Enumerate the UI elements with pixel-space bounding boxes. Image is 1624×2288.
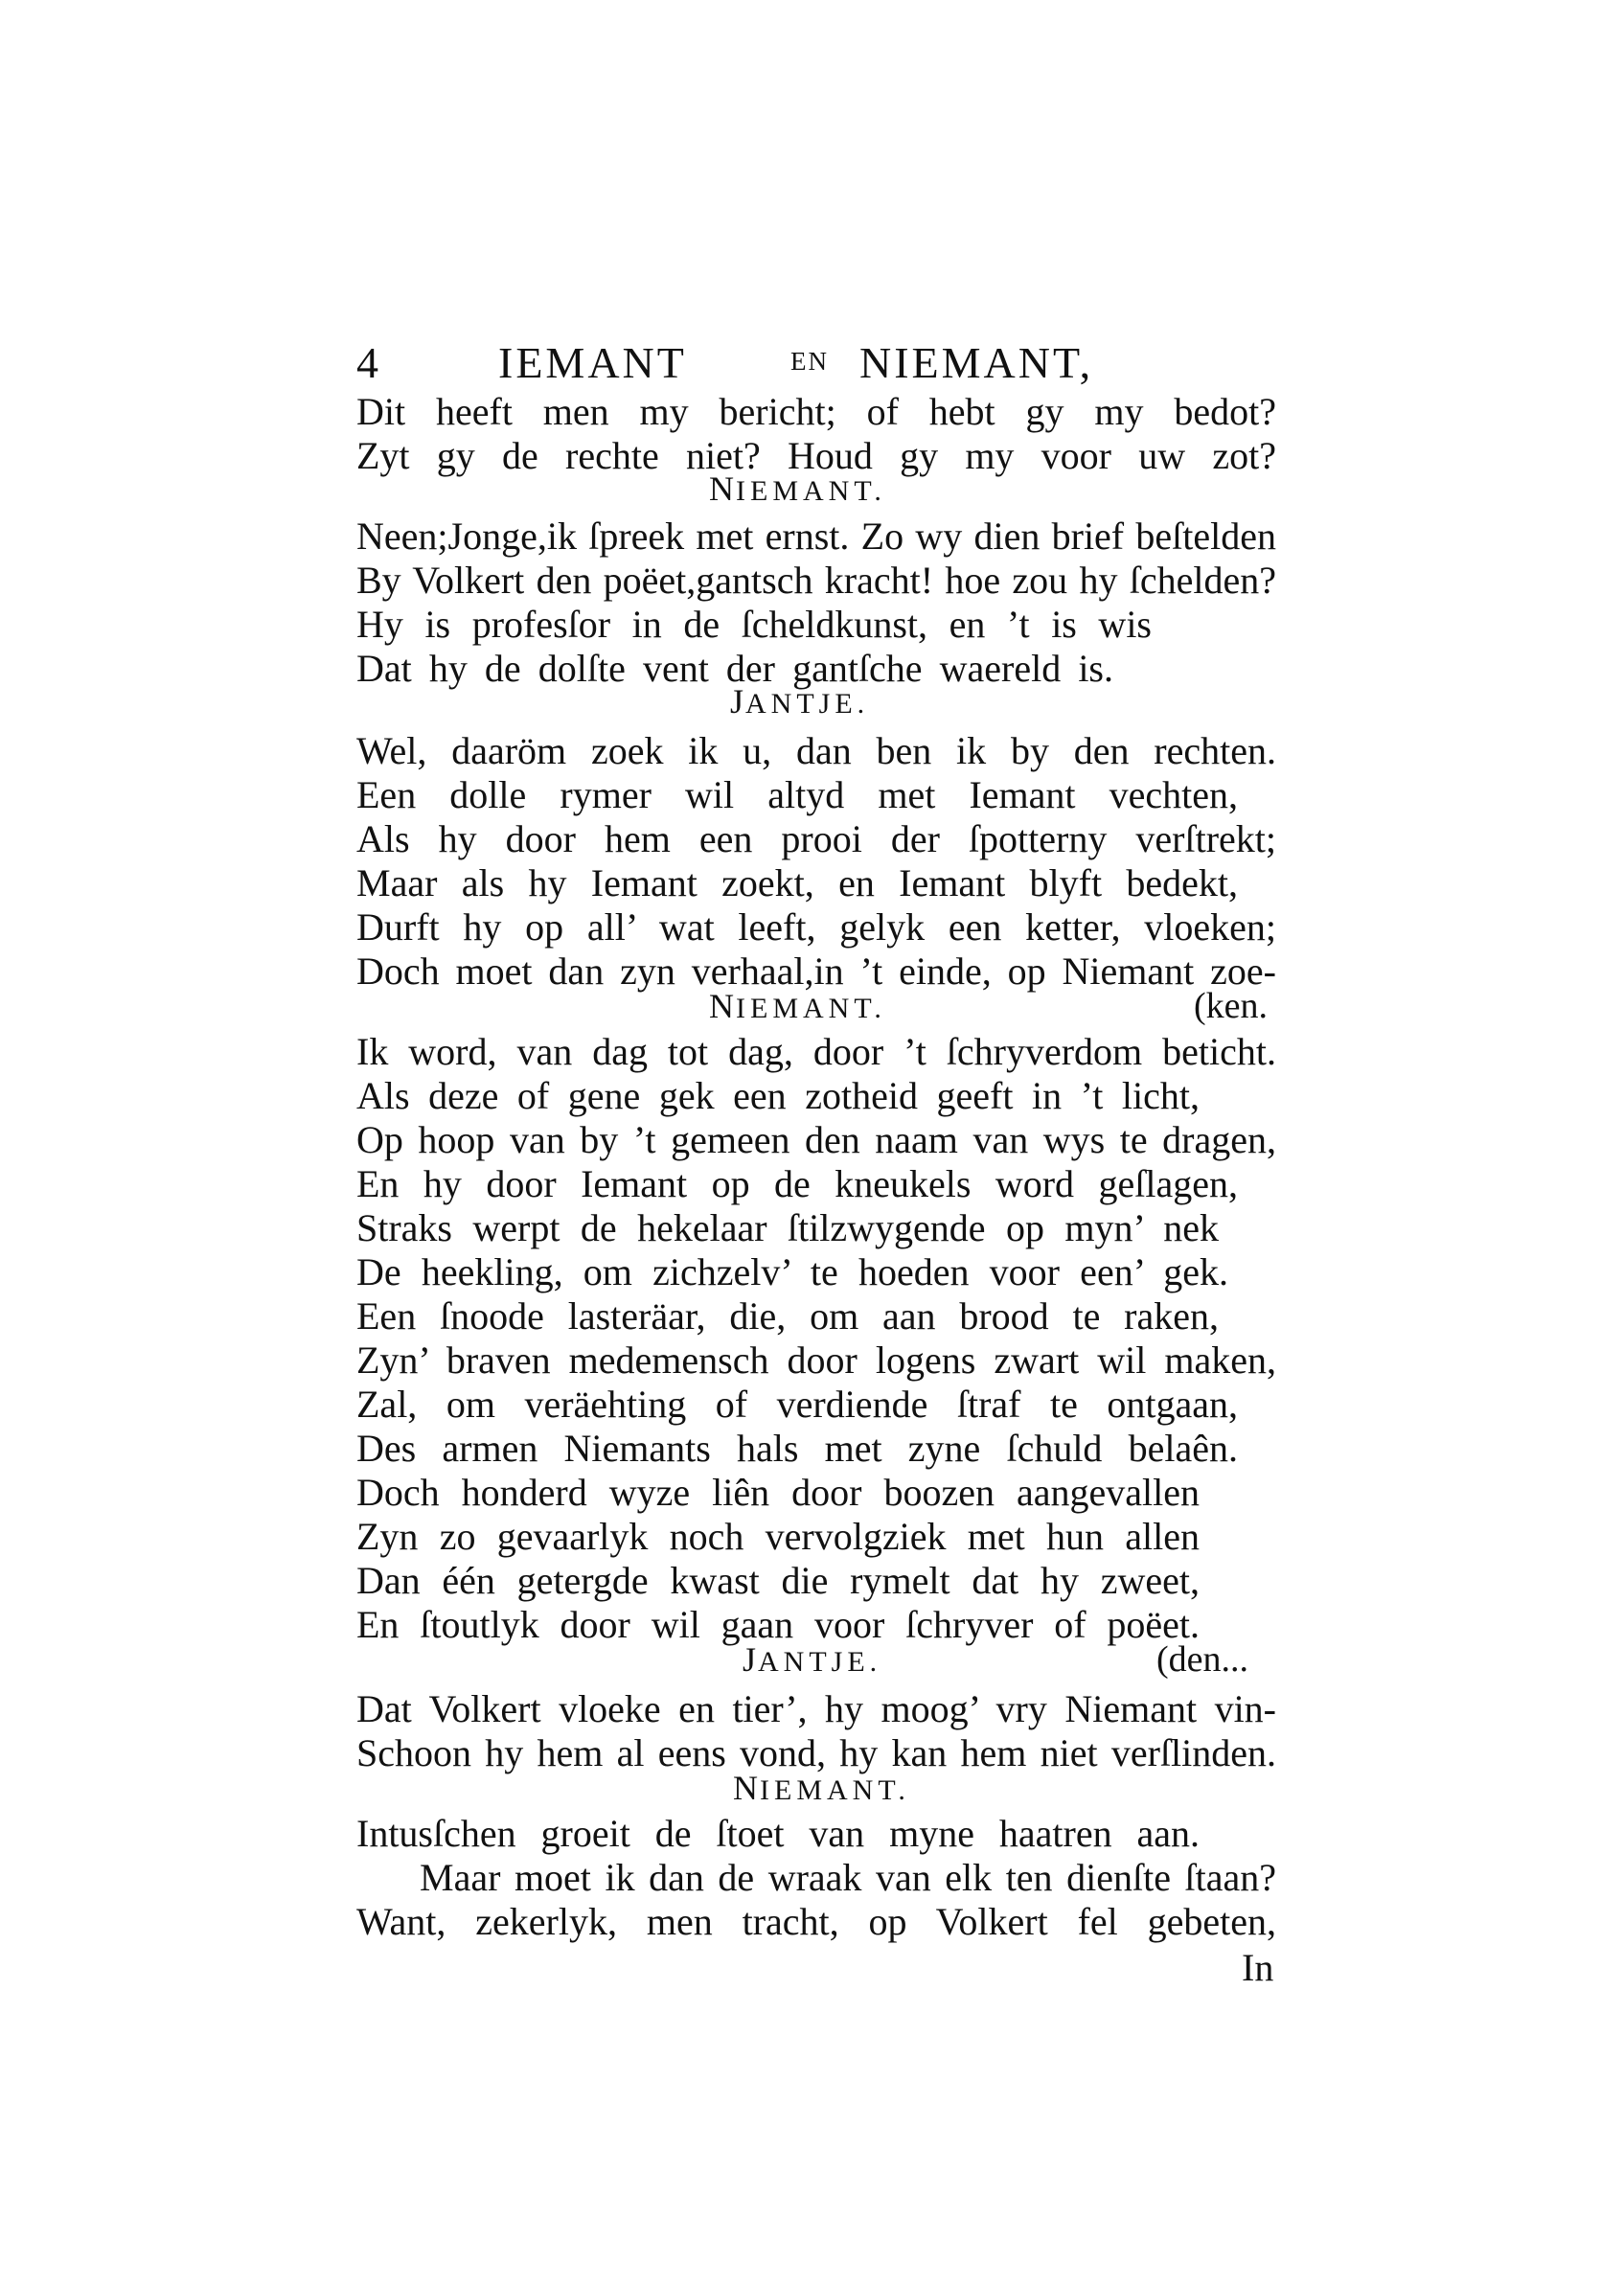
verse-line: Wel, daaröm zoek ik u, dan ben ik by den rechten. xyxy=(356,729,1276,772)
verse-line: Want, zekerlyk, men tracht, op Volkert fel gebeten, xyxy=(356,1900,1276,1943)
verse-line: Een dolle rymer wil altyd met Iemant vechten, xyxy=(356,773,1238,816)
verse-line: Maar moet ik dan de wraak van elk ten dienſte ſtaan? xyxy=(420,1856,1276,1899)
verse-line: By Volkert den poëet,gantsch kracht! hoe zou hy ſchelden? xyxy=(356,559,1276,602)
verse-line: Zal, om veräehting of verdiende ſtraf te ontgaan, xyxy=(356,1383,1238,1426)
speaker-niemant: NIEMANT. xyxy=(733,1769,910,1807)
header-title-right: NIEMANT, xyxy=(859,338,1094,387)
verse-line: Als hy door hem een prooi der ſpotterny verſtrekt; xyxy=(356,817,1276,860)
verse-line: Des armen Niemants hals met zyne ſchuld belaên. xyxy=(356,1427,1238,1470)
speaker-niemant: NIEMANT. xyxy=(709,469,886,508)
verse-line: Dit heeft men my bericht; of hebt gy my bedot? xyxy=(356,390,1276,433)
verse-line: Maar als hy Iemant zoekt, en Iemant blyft bedekt, xyxy=(356,861,1238,904)
speaker-jantje: JANTJE. xyxy=(730,682,870,721)
verse-line: Durft hy op all’ wat leeft, gelyk een ketter, vloeken; xyxy=(356,905,1276,949)
verse-line: Intusſchen groeit de ſtoet van myne haatren aan. xyxy=(356,1812,1200,1855)
verse-line: Doch honderd wyze liên door boozen aangevallen xyxy=(356,1471,1200,1514)
verse-line: Zyt gy de rechte niet? Houd gy my voor uw zot? xyxy=(356,434,1276,477)
verse-line: Schoon hy hem al eens vond, hy kan hem niet verſlinden. xyxy=(356,1731,1276,1774)
turnover-ken: (ken. xyxy=(1194,986,1269,1026)
verse-line: Op hoop van by ’t gemeen den naam van wys te dragen, xyxy=(356,1118,1276,1161)
verse-line: Ik word, van dag tot dag, door ’t ſchryverdom beticht. xyxy=(356,1030,1276,1073)
verse-line: Zyn’ braven medemensch door logens zwart wil maken, xyxy=(356,1338,1276,1382)
header-title-left: IEMANT xyxy=(498,338,687,387)
verse-line: Dat hy de dolſte vent der gantſche waereld is. xyxy=(356,647,1113,690)
page-number: 4 xyxy=(356,338,380,387)
header-title-mid: EN xyxy=(790,347,829,376)
verse-line: Als deze of gene gek een zotheid geeft in ’t licht, xyxy=(356,1074,1200,1117)
verse-line: Neen;Jonge,ik ſpreek met ernst. Zo wy dien brief beſtelden xyxy=(356,515,1276,558)
verse-line: Dat Volkert vloeke en tier’, hy moog’ vry Niemant vin- xyxy=(356,1687,1276,1730)
verse-line: De heekling, om zichzelv’ te hoeden voor een’ gek. xyxy=(356,1250,1228,1293)
speaker-jantje: JANTJE. xyxy=(743,1640,882,1679)
speaker-niemant: NIEMANT. xyxy=(709,987,886,1025)
verse-line: Dan één getergde kwast die rymelt dat hy zweet, xyxy=(356,1559,1200,1602)
verse-line: Doch moet dan zyn verhaal,in ’t einde, op Niemant zoe- xyxy=(356,950,1276,993)
verse-line: En hy door Iemant op de kneukels word geſlagen, xyxy=(356,1162,1238,1205)
verse-line: Straks werpt de hekelaar ſtilzwygende op myn’ nek xyxy=(356,1206,1219,1249)
verse-line: En ſtoutlyk door wil gaan voor ſchryver of poëet. xyxy=(356,1603,1200,1646)
verse-line: Een ſnoode lasteräar, die, om aan brood te raken, xyxy=(356,1294,1219,1338)
catchword: In xyxy=(1242,1946,1274,1989)
turnover-den: (den... xyxy=(1156,1639,1249,1680)
verse-line: Zyn zo gevaarlyk noch vervolgziek met hun allen xyxy=(356,1515,1200,1558)
verse-line: Hy is profesſor in de ſcheldkunst, en ’t is wis xyxy=(356,603,1152,646)
